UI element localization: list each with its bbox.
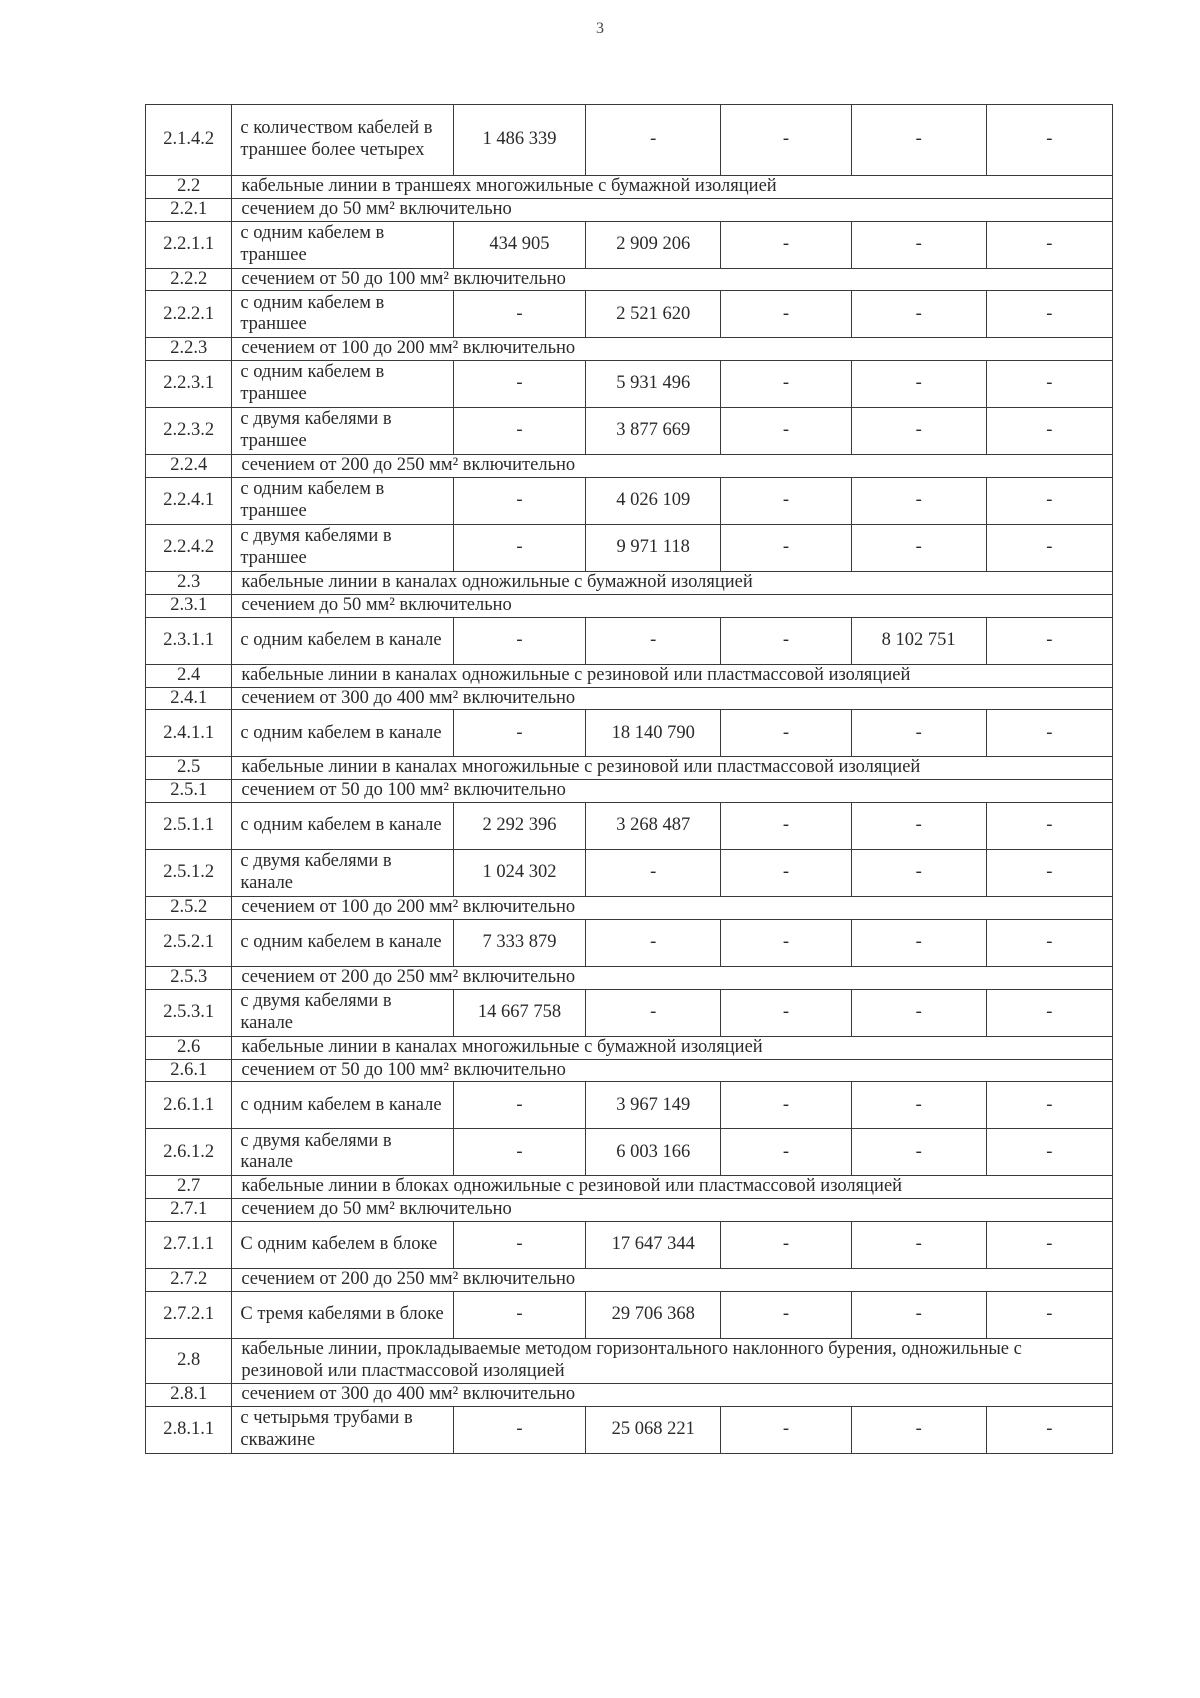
value-cell: - xyxy=(453,361,586,408)
value-cell: 434 905 xyxy=(453,221,586,268)
row-code: 2.5.1.2 xyxy=(146,850,232,897)
value-cell: - xyxy=(986,478,1112,525)
table-row xyxy=(146,850,1113,897)
value-cell: - xyxy=(586,850,721,897)
row-code: 2.1.4.2 xyxy=(146,105,232,176)
section-row xyxy=(146,594,1113,617)
value-cell: - xyxy=(851,710,986,757)
value-cell: - xyxy=(851,105,986,176)
value-cell: - xyxy=(851,408,986,455)
section-title: кабельные линии в блоках одножильные с резиновой или пластмассовой изоляцией xyxy=(232,1176,1113,1199)
row-code: 2.7.2 xyxy=(146,1269,232,1292)
value-cell: - xyxy=(453,710,586,757)
row-description: с одним кабелем в траншее xyxy=(232,478,453,525)
value-cell: - xyxy=(586,617,721,664)
row-code: 2.4 xyxy=(146,664,232,687)
value-cell: - xyxy=(986,803,1112,850)
row-code: 2.5.1.1 xyxy=(146,803,232,850)
section-title: кабельные линии, прокладываемые методом горизонтального наклонного бурения, одножильные с резиновой или пластмассовой изоляцией xyxy=(232,1338,1113,1383)
value-cell: - xyxy=(986,408,1112,455)
table-row xyxy=(146,919,1113,966)
section-row xyxy=(146,780,1113,803)
table-row xyxy=(146,105,1113,176)
row-code: 2.4.1.1 xyxy=(146,710,232,757)
section-row xyxy=(146,1383,1113,1406)
value-cell: 8 102 751 xyxy=(851,617,986,664)
value-cell: - xyxy=(453,408,586,455)
value-cell: - xyxy=(986,617,1112,664)
page-number: 3 xyxy=(596,20,604,37)
table-row xyxy=(146,1291,1113,1338)
row-code: 2.7.2.1 xyxy=(146,1291,232,1338)
value-cell: - xyxy=(721,291,852,338)
value-cell: 9 971 118 xyxy=(586,525,721,572)
value-cell: - xyxy=(721,1129,852,1176)
row-code: 2.7 xyxy=(146,1176,232,1199)
row-code: 2.8 xyxy=(146,1338,232,1383)
row-code: 2.2.2.1 xyxy=(146,291,232,338)
table-row xyxy=(146,478,1113,525)
value-cell: - xyxy=(721,989,852,1036)
value-cell: - xyxy=(453,1082,586,1129)
row-code: 2.7.1.1 xyxy=(146,1222,232,1269)
value-cell: - xyxy=(851,221,986,268)
value-cell: - xyxy=(453,291,586,338)
value-cell: 3 877 669 xyxy=(586,408,721,455)
section-title: сечением от 100 до 200 мм² включительно xyxy=(232,897,1113,920)
section-row xyxy=(146,1199,1113,1222)
row-code: 2.2.3.1 xyxy=(146,361,232,408)
section-title: сечением от 200 до 250 мм² включительно xyxy=(232,1269,1113,1292)
row-code: 2.2.4.2 xyxy=(146,525,232,572)
section-row xyxy=(146,1036,1113,1059)
value-cell: 2 521 620 xyxy=(586,291,721,338)
value-cell: - xyxy=(986,1406,1112,1453)
section-row xyxy=(146,757,1113,780)
row-code: 2.6 xyxy=(146,1036,232,1059)
table-body xyxy=(146,105,1113,1454)
row-description: с одним кабелем в канале xyxy=(232,710,453,757)
row-code: 2.2 xyxy=(146,176,232,199)
table-row xyxy=(146,989,1113,1036)
section-title: сечением от 200 до 250 мм² включительно xyxy=(232,966,1113,989)
section-row xyxy=(146,338,1113,361)
value-cell: - xyxy=(721,850,852,897)
section-title: сечением до 50 мм² включительно xyxy=(232,1199,1113,1222)
tariff-table xyxy=(145,104,1113,1454)
row-description: с одним кабелем в канале xyxy=(232,617,453,664)
row-description: с количеством кабелей в траншее более четырех xyxy=(232,105,453,176)
row-code: 2.2.4 xyxy=(146,455,232,478)
section-row xyxy=(146,687,1113,710)
row-code: 2.5 xyxy=(146,757,232,780)
value-cell: - xyxy=(453,1222,586,1269)
value-cell: - xyxy=(721,919,852,966)
value-cell: - xyxy=(453,617,586,664)
row-description: с двумя кабелями в траншее xyxy=(232,408,453,455)
value-cell: - xyxy=(721,221,852,268)
value-cell: - xyxy=(453,478,586,525)
table-row xyxy=(146,1222,1113,1269)
value-cell: - xyxy=(721,617,852,664)
value-cell: - xyxy=(721,1222,852,1269)
row-description: С тремя кабелями в блоке xyxy=(232,1291,453,1338)
value-cell: 6 003 166 xyxy=(586,1129,721,1176)
row-code: 2.6.1 xyxy=(146,1059,232,1082)
row-code: 2.2.3.2 xyxy=(146,408,232,455)
row-code: 2.7.1 xyxy=(146,1199,232,1222)
table-row xyxy=(146,361,1113,408)
row-code: 2.2.4.1 xyxy=(146,478,232,525)
section-row xyxy=(146,268,1113,291)
row-description: с двумя кабелями в канале xyxy=(232,1129,453,1176)
row-code: 2.2.3 xyxy=(146,338,232,361)
section-title: сечением от 300 до 400 мм² включительно xyxy=(232,687,1113,710)
section-row xyxy=(146,1338,1113,1383)
value-cell: - xyxy=(851,803,986,850)
value-cell: 3 268 487 xyxy=(586,803,721,850)
section-title: сечением от 200 до 250 мм² включительно xyxy=(232,455,1113,478)
value-cell: 18 140 790 xyxy=(586,710,721,757)
value-cell: 14 667 758 xyxy=(453,989,586,1036)
row-code: 2.2.2 xyxy=(146,268,232,291)
value-cell: 7 333 879 xyxy=(453,919,586,966)
row-code: 2.5.3 xyxy=(146,966,232,989)
section-title: кабельные линии в каналах многожильные с бумажной изоляцией xyxy=(232,1036,1113,1059)
table-row xyxy=(146,291,1113,338)
value-cell: 2 292 396 xyxy=(453,803,586,850)
value-cell: - xyxy=(851,1406,986,1453)
value-cell: - xyxy=(851,919,986,966)
row-code: 2.2.1.1 xyxy=(146,221,232,268)
row-code: 2.3.1 xyxy=(146,594,232,617)
value-cell: - xyxy=(453,1291,586,1338)
value-cell: - xyxy=(986,989,1112,1036)
row-description: с четырьмя трубами в скважине xyxy=(232,1406,453,1453)
value-cell: - xyxy=(986,710,1112,757)
row-description: С одним кабелем в блоке xyxy=(232,1222,453,1269)
section-title: сечением от 50 до 100 мм² включительно xyxy=(232,780,1113,803)
section-title: кабельные линии в каналах одножильные с бумажной изоляцией xyxy=(232,572,1113,595)
value-cell: - xyxy=(851,850,986,897)
section-row xyxy=(146,966,1113,989)
value-cell: - xyxy=(986,105,1112,176)
section-row xyxy=(146,664,1113,687)
value-cell: - xyxy=(453,1406,586,1453)
value-cell: - xyxy=(586,919,721,966)
table-row xyxy=(146,408,1113,455)
section-title: кабельные линии в траншеях многожильные с бумажной изоляцией xyxy=(232,176,1113,199)
value-cell: 29 706 368 xyxy=(586,1291,721,1338)
value-cell: - xyxy=(851,1129,986,1176)
table-row xyxy=(146,1082,1113,1129)
value-cell: - xyxy=(851,525,986,572)
row-description: с одним кабелем в канале xyxy=(232,919,453,966)
value-cell: 3 967 149 xyxy=(586,1082,721,1129)
value-cell: - xyxy=(721,478,852,525)
value-cell: - xyxy=(721,105,852,176)
row-description: с одним кабелем в траншее xyxy=(232,221,453,268)
section-row xyxy=(146,1059,1113,1082)
value-cell: - xyxy=(586,989,721,1036)
row-description: с двумя кабелями в канале xyxy=(232,989,453,1036)
row-description: с одним кабелем в канале xyxy=(232,803,453,850)
value-cell: - xyxy=(851,291,986,338)
value-cell: 17 647 344 xyxy=(586,1222,721,1269)
section-row xyxy=(146,1176,1113,1199)
row-description: с одним кабелем в траншее xyxy=(232,291,453,338)
value-cell: - xyxy=(851,1082,986,1129)
section-title: кабельные линии в каналах одножильные с резиновой или пластмассовой изоляцией xyxy=(232,664,1113,687)
table-row xyxy=(146,1129,1113,1176)
row-code: 2.8.1 xyxy=(146,1383,232,1406)
section-title: сечением до 50 мм² включительно xyxy=(232,594,1113,617)
row-description: с одним кабелем в канале xyxy=(232,1082,453,1129)
value-cell: - xyxy=(986,525,1112,572)
value-cell: 5 931 496 xyxy=(586,361,721,408)
value-cell: - xyxy=(851,1291,986,1338)
row-code: 2.5.1 xyxy=(146,780,232,803)
section-row xyxy=(146,572,1113,595)
value-cell: - xyxy=(721,710,852,757)
section-row xyxy=(146,897,1113,920)
value-cell: - xyxy=(986,850,1112,897)
section-row xyxy=(146,176,1113,199)
row-description: с двумя кабелями в канале xyxy=(232,850,453,897)
section-title: сечением от 50 до 100 мм² включительно xyxy=(232,1059,1113,1082)
value-cell: - xyxy=(986,221,1112,268)
table-row xyxy=(146,525,1113,572)
value-cell: - xyxy=(986,1082,1112,1129)
value-cell: - xyxy=(586,105,721,176)
row-code: 2.5.2.1 xyxy=(146,919,232,966)
value-cell: - xyxy=(721,803,852,850)
value-cell: - xyxy=(986,1129,1112,1176)
section-title: кабельные линии в каналах многожильные с резиновой или пластмассовой изоляцией xyxy=(232,757,1113,780)
table-row xyxy=(146,710,1113,757)
section-row xyxy=(146,1269,1113,1292)
section-row xyxy=(146,455,1113,478)
value-cell: - xyxy=(986,1222,1112,1269)
value-cell: - xyxy=(721,361,852,408)
row-code: 2.5.3.1 xyxy=(146,989,232,1036)
value-cell: 4 026 109 xyxy=(586,478,721,525)
row-code: 2.5.2 xyxy=(146,897,232,920)
row-code: 2.4.1 xyxy=(146,687,232,710)
table-row xyxy=(146,803,1113,850)
section-row xyxy=(146,198,1113,221)
value-cell: 25 068 221 xyxy=(586,1406,721,1453)
value-cell: - xyxy=(721,1406,852,1453)
value-cell: - xyxy=(721,1291,852,1338)
value-cell: - xyxy=(986,291,1112,338)
value-cell: - xyxy=(986,1291,1112,1338)
row-code: 2.6.1.1 xyxy=(146,1082,232,1129)
value-cell: - xyxy=(851,361,986,408)
value-cell: - xyxy=(986,361,1112,408)
table-row xyxy=(146,1406,1113,1453)
section-title: сечением до 50 мм² включительно xyxy=(232,198,1113,221)
value-cell: 1 486 339 xyxy=(453,105,586,176)
row-code: 2.8.1.1 xyxy=(146,1406,232,1453)
value-cell: - xyxy=(721,525,852,572)
value-cell: - xyxy=(851,1222,986,1269)
table-row xyxy=(146,617,1113,664)
section-title: сечением от 50 до 100 мм² включительно xyxy=(232,268,1113,291)
value-cell: - xyxy=(986,919,1112,966)
value-cell: - xyxy=(851,989,986,1036)
row-code: 2.3.1.1 xyxy=(146,617,232,664)
value-cell: - xyxy=(453,525,586,572)
row-description: с двумя кабелями в траншее xyxy=(232,525,453,572)
row-code: 2.2.1 xyxy=(146,198,232,221)
value-cell: 1 024 302 xyxy=(453,850,586,897)
value-cell: - xyxy=(851,478,986,525)
value-cell: - xyxy=(453,1129,586,1176)
row-description: с одним кабелем в траншее xyxy=(232,361,453,408)
value-cell: - xyxy=(721,408,852,455)
row-code: 2.3 xyxy=(146,572,232,595)
value-cell: 2 909 206 xyxy=(586,221,721,268)
section-title: сечением от 100 до 200 мм² включительно xyxy=(232,338,1113,361)
section-title: сечением от 300 до 400 мм² включительно xyxy=(232,1383,1113,1406)
table-row xyxy=(146,221,1113,268)
value-cell: - xyxy=(721,1082,852,1129)
row-code: 2.6.1.2 xyxy=(146,1129,232,1176)
